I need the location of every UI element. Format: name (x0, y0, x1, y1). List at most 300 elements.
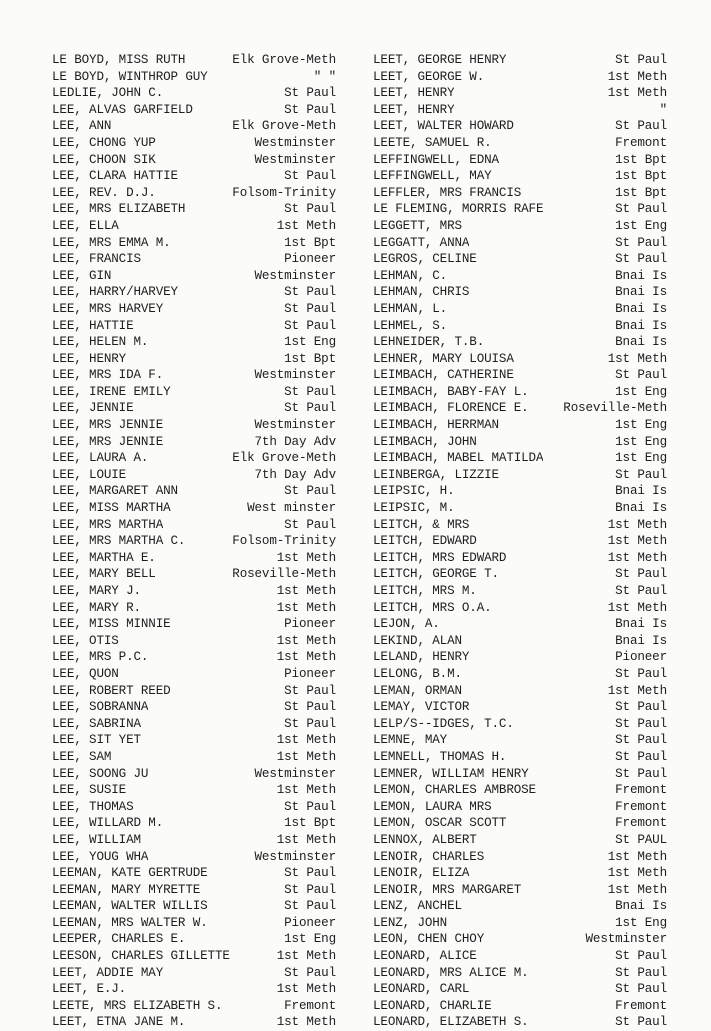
member-name: LEET, WALTER HOWARD (373, 119, 514, 134)
list-item (52, 102, 336, 119)
member-name: LEE, CLARA HATTIE (52, 169, 178, 184)
church-name: 1st Meth (607, 849, 667, 864)
church-name: St Paul (615, 567, 667, 582)
church-name: Folsom-Trinity (232, 185, 336, 200)
list-item (52, 699, 336, 716)
member-name: LEE, MISS MINNIE (52, 617, 171, 632)
church-name: Bnai Is (615, 484, 667, 499)
church-name: 1st Meth (607, 351, 667, 366)
list-item (52, 135, 336, 152)
list-item (373, 218, 667, 235)
member-name: LEE, QUON (52, 666, 119, 681)
church-name: 1st Bpt (615, 185, 667, 200)
member-name: LEE, YOUG WHA (52, 849, 149, 864)
member-name: LEE, MRS JENNIE (52, 434, 164, 449)
list-item (373, 849, 667, 866)
list-item (52, 766, 336, 783)
member-name: LEE, THOMAS (52, 799, 134, 814)
list-item (52, 367, 336, 384)
member-name: LEEMAN, MARY MYRETTE (52, 882, 201, 897)
member-name: LEE, MARGARET ANN (52, 484, 178, 499)
member-name: LEE, SOBRANNA (52, 700, 149, 715)
member-name: LEE, OTIS (52, 633, 119, 648)
church-name: St Paul (284, 866, 336, 881)
member-name: LELONG, B.M. (373, 666, 462, 681)
church-name: Bnai Is (615, 301, 667, 316)
right-column (373, 52, 667, 1031)
list-item (52, 550, 336, 567)
church-name: 1st Eng (615, 451, 667, 466)
list-item (373, 981, 667, 998)
list-item (52, 749, 336, 766)
church-name: 1st Meth (276, 1015, 336, 1030)
church-name: Bnai Is (615, 335, 667, 350)
church-name: 1st Meth (607, 69, 667, 84)
church-name: St Paul (615, 949, 667, 964)
list-item (373, 400, 667, 417)
church-name: 1st Bpt (284, 351, 336, 366)
church-name: Westminster (254, 268, 336, 283)
member-name: LEE, MISS MARTHA (52, 501, 171, 516)
church-name: Westminster (254, 766, 336, 781)
list-item (373, 318, 667, 335)
church-name: St Paul (284, 318, 336, 333)
church-name: 1st Bpt (615, 169, 667, 184)
list-item (52, 318, 336, 335)
list-item (373, 965, 667, 982)
church-name: St Paul (284, 285, 336, 300)
list-item (52, 334, 336, 351)
church-name: St Paul (284, 401, 336, 416)
list-item (373, 235, 667, 252)
member-name: LEMON, CHARLES AMBROSE (373, 783, 536, 798)
church-name: Westminster (254, 418, 336, 433)
member-name: LE BOYD, WINTHROP GUY (52, 69, 208, 84)
church-name: Bnai Is (615, 268, 667, 283)
member-name: LEE, MRS IDA F. (52, 368, 164, 383)
list-item (373, 832, 667, 849)
church-name: St Paul (615, 965, 667, 980)
member-name: LENOIR, CHARLES (373, 849, 485, 864)
list-item (373, 782, 667, 799)
church-name: Folsom-Trinity (232, 534, 336, 549)
member-name: LELAND, HENRY (373, 650, 470, 665)
church-name: " " (313, 69, 336, 84)
church-name: 1st Meth (276, 982, 336, 997)
member-name: LEJON, A. (373, 617, 440, 632)
list-item (373, 135, 667, 152)
list-item (52, 201, 336, 218)
church-name: St Paul (284, 169, 336, 184)
member-name: LEON, CHEN CHOY (373, 932, 485, 947)
church-name: 1st Eng (284, 932, 336, 947)
member-name: LEEMAN, MRS WALTER W. (52, 915, 208, 930)
member-name: LEE, ROBERT REED (52, 683, 171, 698)
list-item (52, 915, 336, 932)
list-item (373, 766, 667, 783)
church-name: St Paul (284, 899, 336, 914)
church-name: Fremont (615, 816, 667, 831)
church-name: 1st Eng (615, 434, 667, 449)
church-name: Pioneer (284, 666, 336, 681)
list-item (373, 683, 667, 700)
member-name: LEMNE, MAY (373, 733, 448, 748)
list-item (373, 102, 667, 119)
church-name: St Paul (284, 301, 336, 316)
church-name: St Paul (284, 716, 336, 731)
member-name: LEHNEIDER, T.B. (373, 335, 485, 350)
list-item (373, 732, 667, 749)
church-name: Elk Grove-Meth (232, 451, 336, 466)
church-name: 1st Meth (607, 683, 667, 698)
church-name: St Paul (615, 700, 667, 715)
church-name: St Paul (615, 252, 667, 267)
list-item (373, 616, 667, 633)
member-name: LENOIR, MRS MARGARET (373, 882, 522, 897)
list-item (373, 434, 667, 451)
church-name: 1st Meth (276, 949, 336, 964)
member-name: LEE, SAM (52, 749, 112, 764)
list-item (52, 782, 336, 799)
list-item (52, 417, 336, 434)
church-name: Bnai Is (615, 633, 667, 648)
list-item (373, 85, 667, 102)
list-item (373, 384, 667, 401)
church-name: Elk Grove-Meth (232, 119, 336, 134)
church-name: Fremont (615, 783, 667, 798)
church-name: Elk Grove-Meth (232, 53, 336, 67)
member-name: LEIMBACH, FLORENCE E. (373, 401, 529, 416)
member-name: LELP/S--IDGES, T.C. (373, 716, 514, 731)
list-item (52, 533, 336, 550)
list-item (52, 450, 336, 467)
member-name: LEET, E.J. (52, 982, 127, 997)
church-name: 1st Eng (615, 384, 667, 399)
list-item (52, 849, 336, 866)
church-name: Pioneer (284, 617, 336, 632)
church-name: St Paul (284, 882, 336, 897)
list-item (52, 235, 336, 252)
list-item (373, 284, 667, 301)
member-name: LEE, GIN (52, 268, 112, 283)
member-name: LEE, JENNIE (52, 401, 134, 416)
member-name: LE BOYD, MISS RUTH (52, 53, 186, 67)
member-name: LEE, MRS MARTHA C. (52, 534, 186, 549)
member-name: LEE, LOUIE (52, 467, 127, 482)
church-name: St Paul (615, 1015, 667, 1030)
list-item (52, 716, 336, 733)
list-item (52, 118, 336, 135)
member-name: LEE, SOONG JU (52, 766, 149, 781)
list-item (52, 301, 336, 318)
church-name: Bnai Is (615, 285, 667, 300)
member-name: LENZ, ANCHEL (373, 899, 462, 914)
member-name: LEE, MRS JENNIE (52, 418, 164, 433)
list-item (373, 998, 667, 1015)
church-name: 1st Meth (276, 832, 336, 847)
member-name: LEET, ETNA JANE M. (52, 1015, 186, 1030)
list-item (373, 931, 667, 948)
member-name: LEE, SABRINA (52, 716, 141, 731)
church-name: St Paul (284, 683, 336, 698)
member-name: LEE, HENRY (52, 351, 127, 366)
list-item (373, 301, 667, 318)
member-name: LEET, GEORGE W. (373, 69, 485, 84)
member-name: LEHMAN, C. (373, 268, 448, 283)
list-item (52, 168, 336, 185)
member-name: LEMON, OSCAR SCOTT (373, 816, 507, 831)
church-name: 1st Meth (607, 534, 667, 549)
list-item (52, 865, 336, 882)
church-name: St Paul (284, 484, 336, 499)
list-item (52, 384, 336, 401)
list-item (373, 500, 667, 517)
member-name: LEINBERGA, LIZZIE (373, 467, 499, 482)
church-name: Bnai Is (615, 501, 667, 516)
list-item (52, 351, 336, 368)
list-item (52, 965, 336, 982)
member-name: LEE, SIT YET (52, 733, 141, 748)
member-name: LEE, MRS MARTHA (52, 517, 164, 532)
member-name: LE FLEMING, MORRIS RAFE (373, 202, 544, 217)
church-name: St Paul (615, 584, 667, 598)
list-item (373, 268, 667, 285)
church-name: 1st Bpt (284, 235, 336, 250)
church-name: Westminster (585, 932, 667, 947)
list-item (52, 931, 336, 948)
church-name: 1st Meth (607, 866, 667, 881)
list-item (52, 799, 336, 816)
church-name: St Paul (615, 235, 667, 250)
church-name: St Paul (615, 368, 667, 383)
list-item (373, 633, 667, 650)
church-name: 1st Bpt (615, 152, 667, 167)
member-name: LEONARD, CARL (373, 982, 470, 997)
member-name: LENOIR, ELIZA (373, 866, 470, 881)
list-item (373, 450, 667, 467)
list-item (52, 69, 336, 86)
list-item (373, 334, 667, 351)
member-name: LEITCH, EDWARD (373, 534, 477, 549)
list-item (373, 699, 667, 716)
member-name: LEETE, SAMUEL R. (373, 135, 492, 150)
member-name: LEITCH, MRS M. (373, 584, 477, 598)
list-item (373, 799, 667, 816)
list-item (373, 898, 667, 915)
church-name: Bnai Is (615, 617, 667, 632)
list-item (52, 616, 336, 633)
list-item (52, 898, 336, 915)
church-name: Pioneer (615, 650, 667, 665)
church-name: 1st Meth (276, 783, 336, 798)
member-name: LEE, MRS ELIZABETH (52, 202, 186, 217)
church-name: Bnai Is (615, 899, 667, 914)
member-name: LEKIND, ALAN (373, 633, 462, 648)
church-name: 1st Meth (276, 650, 336, 665)
member-name: LEGROS, CELINE (373, 252, 477, 267)
member-name: LEE, ANN (52, 119, 112, 134)
list-item (52, 998, 336, 1015)
member-name: LEITCH, MRS O.A. (373, 600, 492, 615)
church-name: Roseville-Meth (563, 401, 667, 416)
church-name: St PAUL (615, 832, 667, 847)
member-name: LEE, MARTHA E. (52, 550, 156, 565)
member-name: LEE, FRANCIS (52, 252, 141, 267)
church-name: St Paul (615, 666, 667, 681)
list-item (373, 716, 667, 733)
member-name: LEHMAN, L. (373, 301, 448, 316)
list-item (52, 251, 336, 268)
list-item (373, 815, 667, 832)
church-name: St Paul (284, 965, 336, 980)
church-name: Bnai Is (615, 318, 667, 333)
list-item (52, 185, 336, 202)
list-item (52, 815, 336, 832)
church-name: " (659, 102, 667, 117)
member-name: LEMAN, ORMAN (373, 683, 462, 698)
member-name: LEIPSIC, M. (373, 501, 455, 516)
list-item (373, 1014, 667, 1031)
church-name: St Paul (284, 102, 336, 117)
member-name: LEE, LAURA A. (52, 451, 149, 466)
church-name: 1st Eng (284, 335, 336, 350)
list-item (373, 533, 667, 550)
list-item (373, 882, 667, 899)
church-name: St Paul (284, 384, 336, 399)
member-name: LEE, HATTIE (52, 318, 134, 333)
member-name: LEMAY, VICTOR (373, 700, 470, 715)
church-name: St Paul (284, 86, 336, 101)
member-name: LEET, HENRY (373, 102, 455, 117)
member-name: LEGGATT, ANNA (373, 235, 470, 250)
church-name: St Paul (615, 766, 667, 781)
member-name: LEE, HARRY/HARVEY (52, 285, 178, 300)
list-item (52, 633, 336, 650)
church-name: St Paul (615, 202, 667, 217)
list-item (373, 517, 667, 534)
member-name: LEONARD, ELIZABETH S. (373, 1015, 529, 1030)
list-item (52, 500, 336, 517)
church-name: 1st Meth (276, 733, 336, 748)
church-name: Fremont (284, 998, 336, 1013)
list-item (373, 118, 667, 135)
church-name: Pioneer (284, 915, 336, 930)
member-name: LEDLIE, JOHN C. (52, 86, 164, 101)
member-name: LEIPSIC, H. (373, 484, 455, 499)
list-item (52, 467, 336, 484)
member-name: LEE, MRS EMMA M. (52, 235, 171, 250)
church-name: 1st Meth (276, 584, 336, 598)
member-name: LEE, WILLIAM (52, 832, 141, 847)
list-item (52, 517, 336, 534)
list-item (373, 583, 667, 600)
list-item (373, 152, 667, 169)
church-name: 1st Meth (276, 600, 336, 615)
church-name: 1st Meth (607, 86, 667, 101)
list-item (52, 566, 336, 583)
church-name: St Paul (615, 119, 667, 134)
list-item (52, 400, 336, 417)
church-name: 1st Eng (615, 418, 667, 433)
member-name: LEE, MRS HARVEY (52, 301, 164, 316)
list-item (52, 882, 336, 899)
church-name: St Paul (615, 982, 667, 997)
list-item (52, 683, 336, 700)
member-name: LEE, REV. D.J. (52, 185, 156, 200)
member-name: LEE, IRENE EMILY (52, 384, 171, 399)
church-name: St Paul (284, 700, 336, 715)
member-name: LEESON, CHARLES GILLETTE (52, 949, 230, 964)
church-name: St Paul (284, 517, 336, 532)
church-name: Westminster (254, 135, 336, 150)
church-name: 1st Eng (615, 915, 667, 930)
church-name: Fremont (615, 799, 667, 814)
church-name: St Paul (615, 749, 667, 764)
list-item (373, 69, 667, 86)
church-name: St Paul (284, 799, 336, 814)
list-item (52, 649, 336, 666)
list-item (373, 52, 667, 69)
member-name: LEIMBACH, MABEL MATILDA (373, 451, 544, 466)
church-name: 1st Meth (607, 882, 667, 897)
member-name: LEE, WILLARD M. (52, 816, 164, 831)
church-name: 1st Meth (276, 550, 336, 565)
list-item (52, 832, 336, 849)
church-name: 1st Meth (607, 600, 667, 615)
member-name: LEE, ALVAS GARFIELD (52, 102, 193, 117)
member-name: LEITCH, & MRS (373, 517, 470, 532)
list-item (373, 915, 667, 932)
list-item (373, 201, 667, 218)
list-item (373, 417, 667, 434)
church-name: 7th Day Adv (254, 434, 336, 449)
list-item (52, 434, 336, 451)
member-name: LEE, CHOON SIK (52, 152, 156, 167)
list-item (52, 948, 336, 965)
member-name: LEET, ADDIE MAY (52, 965, 164, 980)
list-item (373, 168, 667, 185)
list-item (52, 666, 336, 683)
member-name: LEFFINGWELL, MAY (373, 169, 492, 184)
member-name: LEHMEL, S. (373, 318, 448, 333)
church-name: 1st Meth (607, 550, 667, 565)
member-name: LEE, MARY R. (52, 600, 141, 615)
member-name: LEE, MRS P.C. (52, 650, 149, 665)
member-name: LEE, MARY J. (52, 584, 141, 598)
list-item (373, 649, 667, 666)
list-item (373, 666, 667, 683)
member-name: LENNOX, ALBERT (373, 832, 477, 847)
list-item (373, 550, 667, 567)
church-name: St Paul (284, 202, 336, 217)
member-name: LEIMBACH, HERRMAN (373, 418, 499, 433)
member-name: LEONARD, MRS ALICE M. (373, 965, 529, 980)
church-name: Westminster (254, 368, 336, 383)
list-item (52, 600, 336, 617)
list-item (52, 483, 336, 500)
member-name: LEE, CHONG YUP (52, 135, 156, 150)
church-name: 1st Meth (607, 517, 667, 532)
member-name: LEGGETT, MRS (373, 218, 462, 233)
church-name: West minster (247, 501, 336, 516)
list-item (373, 865, 667, 882)
church-name: Pioneer (284, 252, 336, 267)
member-name: LEET, GEORGE HENRY (373, 53, 507, 67)
member-name: LEE, MARY BELL (52, 567, 156, 582)
church-name: Westminster (254, 849, 336, 864)
church-name: 1st Eng (615, 218, 667, 233)
list-item (373, 467, 667, 484)
